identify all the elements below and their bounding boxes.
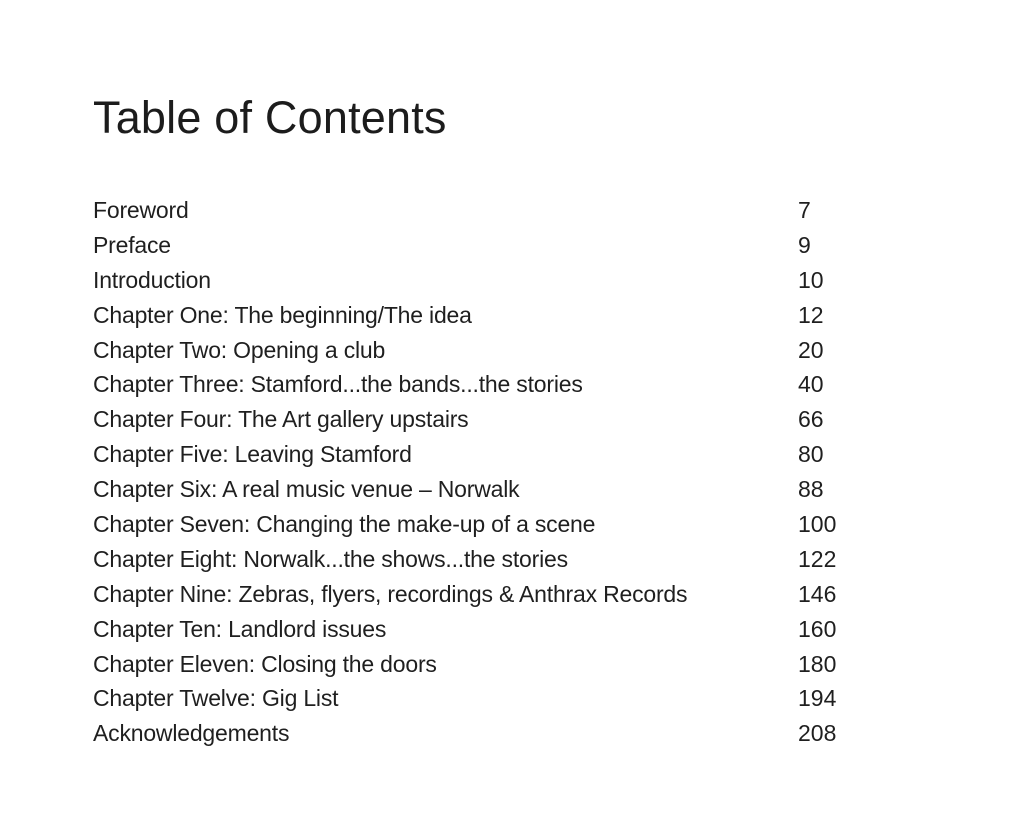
toc-entry-title: Foreword bbox=[93, 197, 189, 223]
toc-entry bbox=[93, 472, 853, 507]
toc-entry-title: Chapter Twelve: Gig List bbox=[93, 685, 339, 712]
toc-entry-title: Chapter Five: Leaving Stamford bbox=[93, 441, 412, 468]
toc-entry-page-number: 20 bbox=[798, 336, 824, 363]
toc-entry-page-number: 10 bbox=[798, 266, 824, 293]
toc-entry-page-number: 122 bbox=[798, 545, 837, 572]
toc-entry-page-number: 180 bbox=[798, 650, 837, 677]
toc-entry bbox=[93, 507, 853, 542]
toc-entry-page-number: 7 bbox=[798, 197, 811, 223]
toc-entry-title: Chapter Four: The Art gallery upstairs bbox=[93, 406, 469, 433]
toc-entry-title: Chapter Three: Stamford...the bands...the stories bbox=[93, 371, 583, 398]
toc-entry bbox=[93, 333, 853, 368]
toc-entry bbox=[93, 716, 853, 751]
toc-entry-title: Chapter Seven: Changing the make-up of a scene bbox=[93, 511, 596, 538]
toc-entry-page-number: 88 bbox=[798, 476, 824, 503]
toc-entry-title: Chapter Nine: Zebras, flyers, recordings & Anthrax Records bbox=[93, 580, 688, 607]
toc-entry bbox=[93, 612, 853, 647]
toc-entry-title: Chapter Two: Opening a club bbox=[93, 336, 386, 363]
toc-entry-page-number: 100 bbox=[798, 511, 837, 538]
toc-entry-page-number: 9 bbox=[798, 231, 811, 258]
table-of-contents-list bbox=[93, 193, 853, 751]
page-title: Table of Contents bbox=[93, 92, 447, 143]
toc-entry bbox=[93, 263, 853, 298]
toc-entry bbox=[93, 193, 853, 228]
toc-entry-title: Chapter One: The beginning/The idea bbox=[93, 301, 472, 328]
toc-entry-page-number: 160 bbox=[798, 615, 837, 642]
toc-entry bbox=[93, 437, 853, 472]
toc-entry-page-number: 208 bbox=[798, 720, 837, 747]
toc-entry bbox=[93, 647, 853, 682]
toc-entry bbox=[93, 367, 853, 402]
toc-entry-page-number: 146 bbox=[798, 580, 837, 607]
toc-entry-page-number: 194 bbox=[798, 685, 837, 712]
toc-entry-title: Introduction bbox=[93, 266, 211, 293]
toc-entry bbox=[93, 228, 853, 263]
toc-entry bbox=[93, 681, 853, 716]
toc-entry bbox=[93, 577, 853, 612]
toc-entry-page-number: 80 bbox=[798, 441, 824, 468]
toc-entry-page-number: 66 bbox=[798, 406, 824, 433]
toc-entry-title: Chapter Six: A real music venue – Norwalk bbox=[93, 476, 520, 503]
toc-entry-title: Chapter Eleven: Closing the doors bbox=[93, 650, 437, 677]
toc-entry bbox=[93, 542, 853, 577]
toc-entry bbox=[93, 298, 853, 333]
toc-entry bbox=[93, 402, 853, 437]
toc-entry-title: Acknowledgements bbox=[93, 720, 290, 747]
toc-entry-page-number: 40 bbox=[798, 371, 824, 398]
toc-entry-title: Chapter Ten: Landlord issues bbox=[93, 615, 387, 642]
toc-entry-title: Preface bbox=[93, 231, 171, 258]
toc-entry-title: Chapter Eight: Norwalk...the shows...the stories bbox=[93, 545, 568, 572]
toc-entry-page-number: 12 bbox=[798, 301, 824, 328]
